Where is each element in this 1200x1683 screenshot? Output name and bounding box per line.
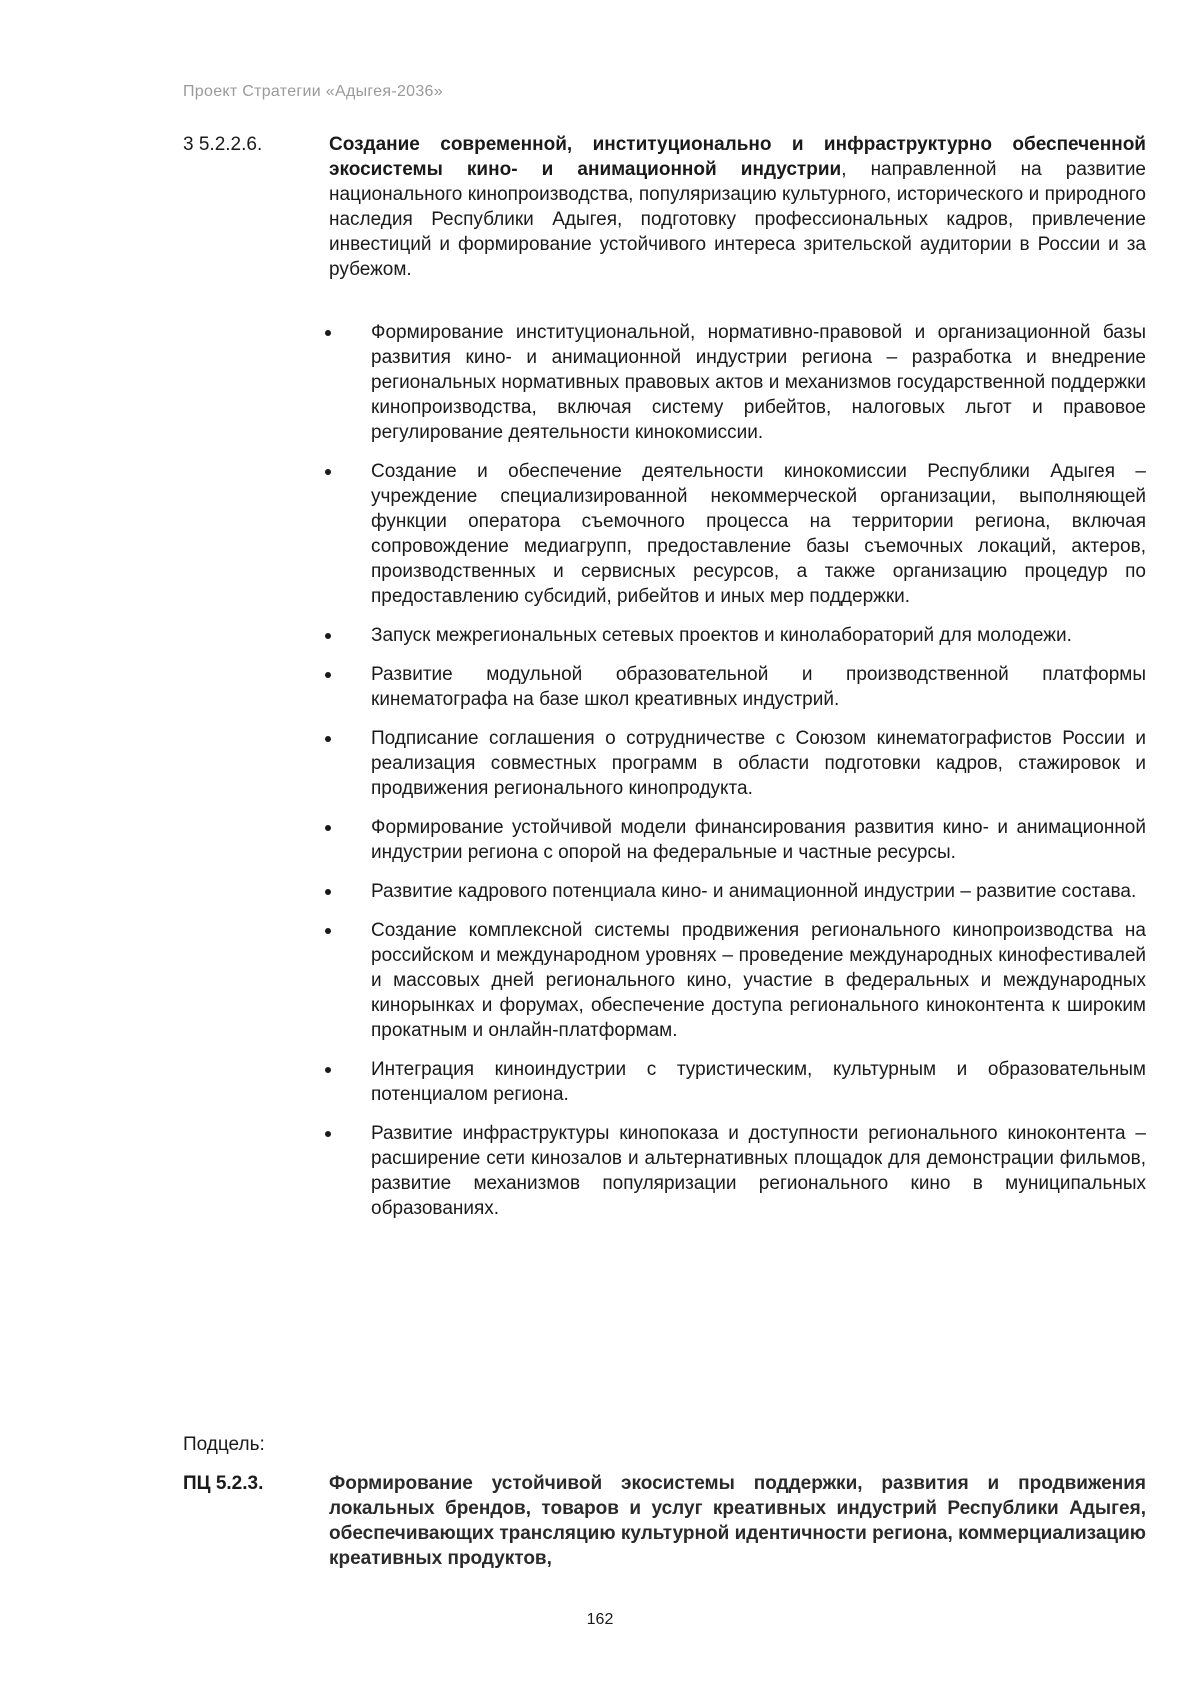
section-number: 3 5.2.2.6. — [183, 134, 263, 155]
running-header: Проект Стратегии «Адыгея-2036» — [183, 83, 443, 100]
list-item-text: Интеграция киноиндустрии с туристическим, культурным и образовательным потенциалом региона. — [371, 1059, 1146, 1105]
list-item-text: Формирование устойчивой модели финансирования развития кино- и анимационной индустрии региона с опорой на федеральные и частные ресурсы. — [371, 817, 1146, 863]
list-item — [183, 1057, 1146, 1107]
bullet-icon — [325, 330, 331, 336]
section-description: , направленной на развитие национального кинопроизводства, популяризацию культурного, исторического и природного наследия Республики Адыгея, подготовку профессиональных кадров, привлечение инвестиций и формирование устойчивого интереса зрительской аудитории в России и за рубежом. — [329, 159, 1146, 280]
list-item — [183, 815, 1146, 865]
list-item — [183, 320, 1146, 445]
list-item-text: Развитие кадрового потенциала кино- и анимационной индустрии – развитие состава. — [371, 881, 1137, 902]
list-item — [183, 662, 1146, 712]
bullet-icon — [325, 469, 331, 475]
list-item-text: Запуск межрегиональных сетевых проектов и кинолабораторий для молодежи. — [371, 625, 1072, 646]
list-item-text: Создание комплексной системы продвижения регионального кинопроизводства на российском и международном уровнях – проведение международных кинофестивалей и массовых дней регионального кино, участие в федеральных и международных кинорынках и форумах, обеспечение доступа регионального киноконтента к широким прокатным и онлайн-платформам. — [371, 920, 1146, 1041]
subgoal-text: Формирование устойчивой экосистемы поддержки, развития и продвижения локальных брендов, товаров и услуг креативных индустрий Республики Адыгея, обеспечивающих трансляцию культурной идентичности региона, коммерциализацию креативных продуктов, — [329, 1473, 1146, 1569]
bullet-icon — [325, 736, 331, 742]
list-item — [183, 1121, 1146, 1221]
bullet-icon — [325, 672, 331, 678]
list-item — [183, 879, 1146, 904]
subgoal-label: Подцель: — [183, 1434, 265, 1455]
bullet-icon — [325, 889, 331, 895]
section-paragraph — [329, 132, 1146, 282]
measures-list — [183, 320, 1146, 1235]
list-item-text: Подписание соглашения о сотрудничестве с Союзом кинематографистов России и реализация совместных программ в области подготовки кадров, стажировок и продвижения регионального кинопродукта. — [371, 728, 1146, 799]
bullet-icon — [325, 633, 331, 639]
list-item-text: Формирование институциональной, нормативно-правовой и организационной базы развития кино- и анимационной индустрии региона – разработка и внедрение региональных нормативных правовых актов и механизмов государственной поддержки кинопроизводства, включая систему рибейтов, налоговых льгот и правовое регулирование деятельности кинокомиссии. — [371, 322, 1146, 443]
bullet-icon — [325, 1067, 331, 1073]
bullet-icon — [325, 825, 331, 831]
bullet-icon — [325, 928, 331, 934]
list-item — [183, 623, 1146, 648]
list-item — [183, 726, 1146, 801]
list-item-text: Развитие инфраструктуры кинопоказа и доступности регионального киноконтента – расширение сети кинозалов и альтернативных площадок для демонстрации фильмов, развитие механизмов популяризации регионального кино в муниципальных образованиях. — [371, 1123, 1146, 1219]
list-item-text: Развитие модульной образовательной и производственной платформы кинематографа на базе школ креативных индустрий. — [371, 664, 1146, 710]
list-item — [183, 459, 1146, 609]
subgoal-number: ПЦ 5.2.3. — [183, 1473, 264, 1494]
page-number: 162 — [586, 1611, 614, 1628]
list-item-text: Создание и обеспечение деятельности кинокомиссии Республики Адыгея – учреждение специализированной некоммерческой организации, выполняющей функции оператора съемочного процесса на территории региона, включая сопровождение медиагрупп, предоставление базы съемочных локаций, актеров, производственных и сервисных ресурсов, а также организацию процедур по предоставлению субсидий, рибейтов и иных мер поддержки. — [371, 461, 1146, 607]
section-title: Создание современной, институционально и инфраструктурно обеспеченной экосистемы кино- и анимационной индустрии — [329, 134, 1146, 180]
list-item — [183, 918, 1146, 1043]
bullet-icon — [325, 1131, 331, 1137]
